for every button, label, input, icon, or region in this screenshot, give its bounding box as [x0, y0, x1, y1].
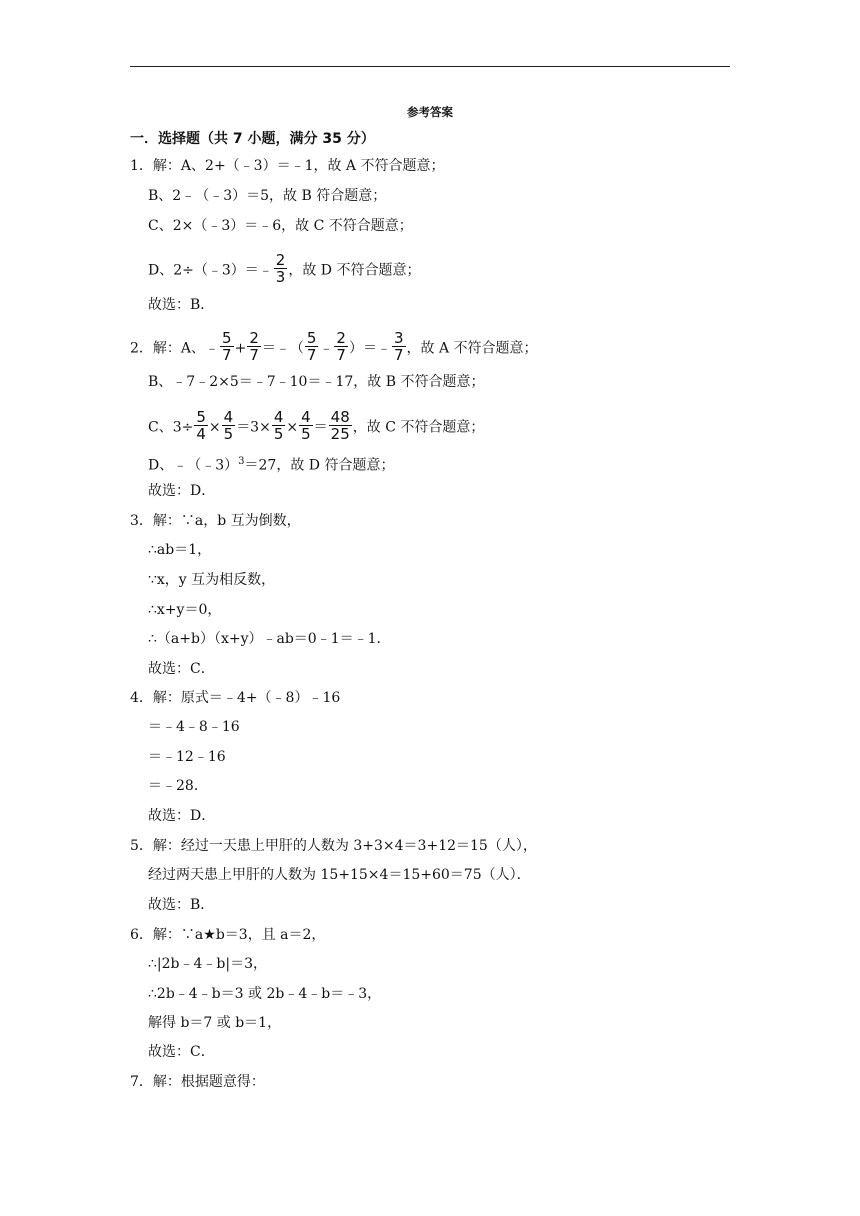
q6-line-4: 解得 b＝7 或 b＝1， — [148, 1015, 282, 1031]
q5-answer: 故选：B． — [148, 897, 215, 913]
q4-answer: 故选：D． — [148, 808, 216, 824]
q1-line-c: C、2×（﹣3）＝﹣6，故 C 不符合题意； — [148, 218, 413, 234]
q5-line-1: 5．解：经过一天患上甲肝的人数为 3+3×4＝3+12＝15（人）， — [130, 838, 537, 854]
section-heading: 一．选择题（共 7 小题，满分 35 分） — [130, 131, 375, 147]
fraction: $\frac{2}{3}$ — [275, 251, 286, 286]
header-rule — [130, 66, 730, 67]
q4-line-2: ＝﹣4﹣8﹣16 — [148, 719, 240, 735]
q1-line-b: B、2﹣（﹣3）＝5，故 B 符合题意； — [148, 188, 387, 204]
q3-line-1: 3．解：∵a，b 互为倒数， — [130, 513, 301, 529]
q6-line-3: ∴2b﹣4﹣b＝3 或 2b﹣4﹣b＝﹣3， — [148, 986, 382, 1002]
fraction: $\frac{48}{25}$ — [330, 408, 350, 443]
q4-line-3: ＝﹣12﹣16 — [148, 749, 226, 765]
q3-line-4: ∴x+y＝0， — [148, 602, 222, 618]
fraction: $\frac{5}{4}$ — [196, 408, 206, 443]
q2-line-d: D、﹣（﹣3）$^3$＝27，故 D 符合题意； — [148, 456, 395, 474]
page-title: 参考答案 — [407, 105, 453, 119]
q2-line-a: 2．解：A、﹣ $\frac{5}{7}$ + $\frac{2}{7}$ ＝﹣（ $\frac{5}{7}$ ﹣ $\frac{2}{7}$ ）＝﹣ $\frac{3}{7}$ ，故 A 不符合题意； — [130, 329, 538, 364]
fraction: $\frac{2}{7}$ — [336, 329, 346, 364]
q5-line-2: 经过两天患上甲肝的人数为 15+15×4＝15+60＝75（人）． — [148, 867, 531, 883]
q6-line-2: ∴|2b﹣4﹣b|＝3， — [148, 956, 267, 972]
fraction: $\frac{3}{7}$ — [393, 329, 404, 364]
fraction: $\frac{4}{5}$ — [273, 408, 284, 443]
q1-answer: 故选：B． — [148, 297, 215, 313]
q6-answer: 故选：C． — [148, 1044, 215, 1060]
q3-line-5: ∴（a+b）（x+y）﹣ab＝0﹣1＝﹣1． — [148, 631, 391, 647]
fraction: $\frac{2}{7}$ — [249, 329, 259, 364]
q3-line-3: ∵x，y 互为相反数， — [148, 572, 276, 588]
q1-line-a: 1．解：A、2+（﹣3）＝﹣1，故 A 不符合题意； — [130, 158, 445, 174]
q2-answer: 故选：D． — [148, 483, 216, 499]
q3-answer: 故选：C． — [148, 661, 215, 677]
q2-line-b: B、﹣7﹣2×5＝﹣7﹣10＝﹣17，故 B 不符合题意； — [148, 374, 485, 390]
q4-line-4: ＝﹣28． — [148, 778, 208, 794]
q2-line-c: C、3÷ $\frac{5}{4}$ × $\frac{4}{5}$ ＝3× $\frac{4}{5}$ × $\frac{4}{5}$ ＝ $\frac{48}{25}$ ，故 C 不符合题意； — [148, 408, 485, 443]
q6-line-1: 6．解：∵a★b＝3，且 a＝2， — [130, 927, 326, 943]
q1-line-d: D、2÷（﹣3）＝﹣ $\frac{2}{3}$ ，故 D 不符合题意； — [148, 251, 421, 286]
fraction: $\frac{5}{7}$ — [222, 329, 232, 364]
fraction: $\frac{4}{5}$ — [301, 408, 311, 443]
q7-line-1: 7．解：根据题意得： — [130, 1074, 265, 1090]
q4-line-1: 4．解：原式＝﹣4+（﹣8）﹣16 — [130, 690, 341, 706]
fraction: $\frac{5}{7}$ — [306, 329, 317, 364]
fraction: $\frac{4}{5}$ — [223, 408, 234, 443]
q3-line-2: ∴ab＝1， — [148, 542, 212, 558]
